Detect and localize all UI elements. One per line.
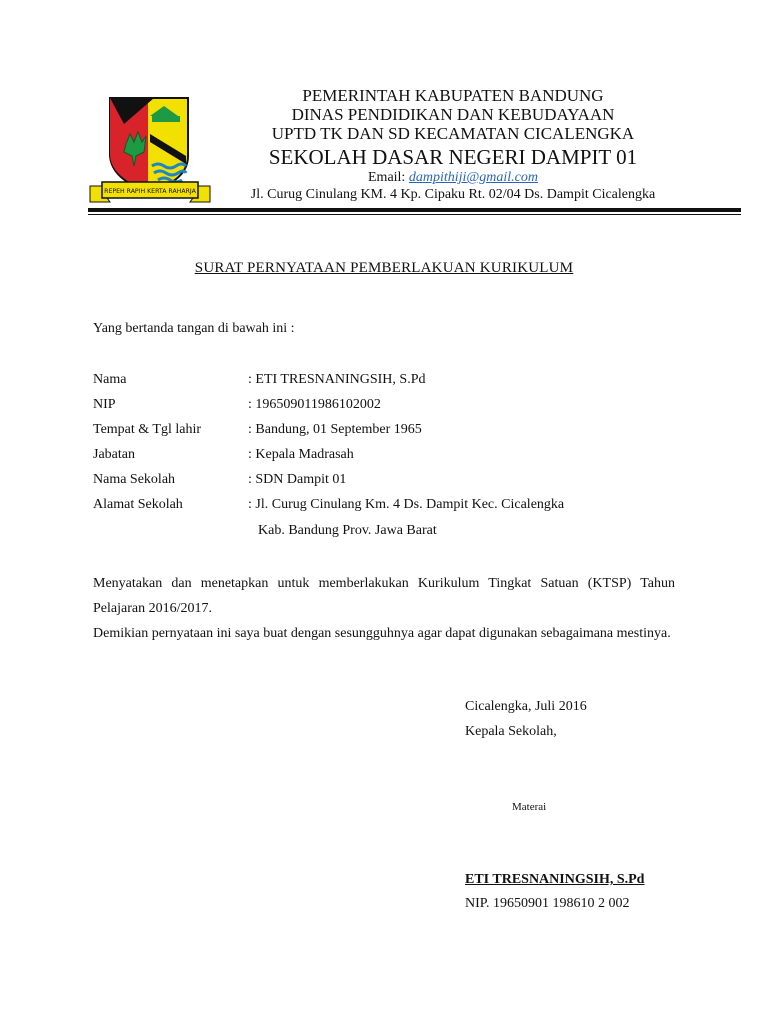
field-label-jabatan: Jabatan [93,447,135,462]
field-value-nip: : 196509011986102002 [248,397,381,412]
closing-paragraph: Demikian pernyataan ini saya buat dengan sesungguhnya agar dapat digunakan sebagaimana mestinya. [93,626,671,641]
field-label-school: Nama Sekolah [93,472,176,487]
materai-label: Materai [512,801,547,813]
email-label: Email: [368,170,406,185]
kabupaten-bandung-logo [88,94,212,206]
letterhead-divider-thin [88,214,741,215]
field-label-nama: Nama [93,372,127,387]
field-value-nama: : ETI TRESNANINGSIH, S.Pd [248,372,426,387]
field-value-jabatan: : Kepala Madrasah [248,447,354,462]
email-line [200,170,706,186]
letterhead-divider-thick [88,208,741,212]
letterhead [200,86,706,203]
field-value-address-cont: Kab. Bandung Prov. Jawa Barat [258,523,437,538]
field-value-birth: : Bandung, 01 September 1965 [248,422,422,437]
email-link[interactable]: dampithiji@gmail.com [408,170,538,185]
field-label-nip: NIP [93,397,116,412]
school-name: SEKOLAH DASAR NEGERI DAMPIT 01 [268,145,638,169]
field-label-address: Alamat Sekolah [93,497,183,512]
field-value-address: : Jl. Curug Cinulang Km. 4 Ds. Dampit Kec. Cicalengka [248,497,565,512]
header-line-department: DINAS PENDIDIKAN DAN KEBUDAYAAN [291,105,615,124]
school-address: Jl. Curug Cinulang KM. 4 Kp. Cipaku Rt. 02/04 Ds. Dampit Cicalengka [250,187,656,202]
intro-text: Yang bertanda tangan di bawah ini : [93,321,295,336]
statement-paragraph: Menyatakan dan menetapkan untuk memberlakukan Kurikulum Tingkat Satuan (KTSP) Tahun Pelajaran 2016/2017. [93,576,675,616]
signature-nip: NIP. 19650901 198610 2 002 [465,896,630,911]
signature-place-date: Cicalengka, Juli 2016 [465,699,587,714]
document-title: SURAT PERNYATAAN PEMBERLAKUAN KURIKULUM [194,260,574,276]
header-line-uptd: UPTD TK DAN SD KECAMATAN CICALENGKA [271,124,635,143]
logo-motto-text: REPEH RAPIH KERTA RAHARJA [104,188,196,195]
header-line-government: PEMERINTAH KABUPATEN BANDUNG [302,86,604,105]
field-value-school: : SDN Dampit 01 [248,472,347,487]
field-label-birth: Tempat & Tgl lahir [93,422,202,437]
signature-position: Kepala Sekolah, [465,724,557,739]
signature-name: ETI TRESNANINGSIH, S.Pd [465,872,645,887]
